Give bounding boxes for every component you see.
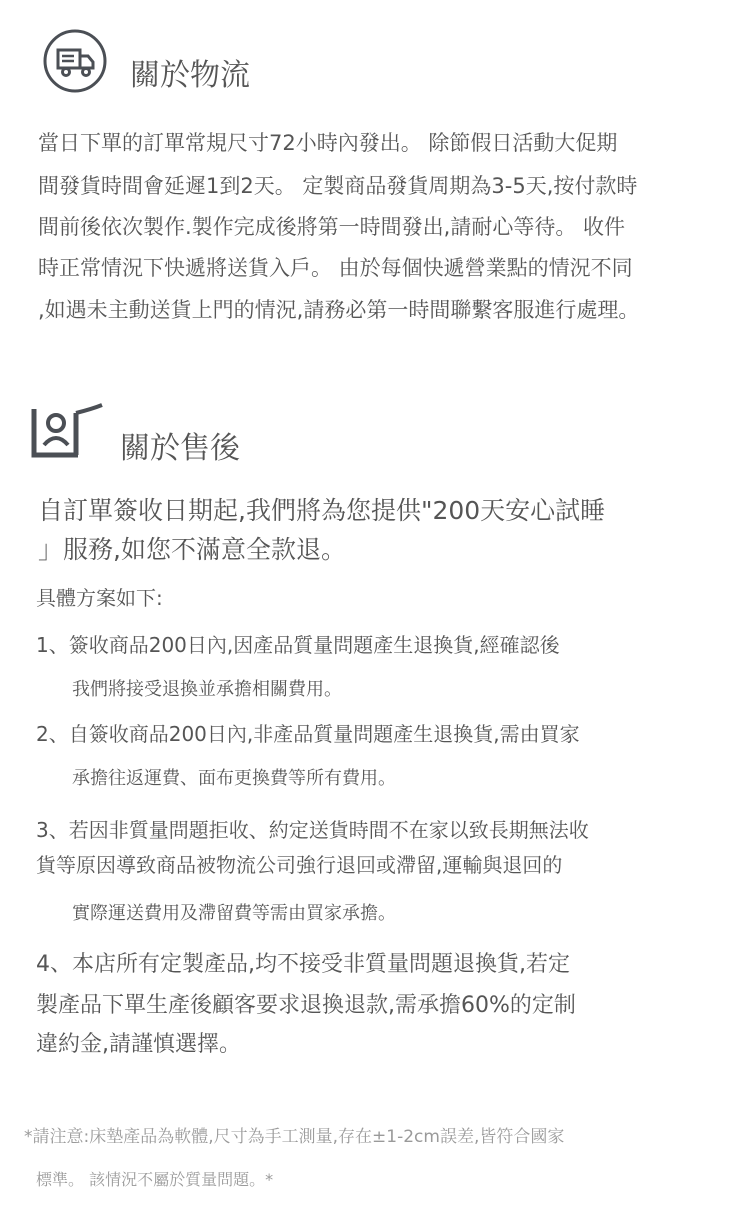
plan-item-2: 2、自簽收商品200日內,非產品質量問題產生退換貨,需由買家 xyxy=(36,722,580,746)
plan-item-1-cont: 我們將接受退換並承擔相關費用。 xyxy=(72,679,342,700)
plan-item-2-cont: 承擔往返運費、面布更換費等所有費用。 xyxy=(72,768,396,789)
plan-item-1: 1、簽收商品200日內,因產品質量問題產生退換貨,經確認後 xyxy=(36,633,560,657)
customer-service-icon xyxy=(30,403,110,459)
note-line: 標準。 該情況不屬於質量問題。* xyxy=(36,1170,274,1189)
aftersales-intro-line: 自訂單簽收日期起,我們將為您提供"200天安心試睡 xyxy=(38,496,606,525)
plan-label: 具體方案如下: xyxy=(36,586,163,610)
plan-item-3-cont: 貨等原因導致商品被物流公司強行退回或滯留,運輸與退回的 xyxy=(36,853,563,877)
logistics-line: ,如遇未主動送貨上門的情況,請務必第一時間聯繫客服進行處理。 xyxy=(38,298,640,322)
plan-item-4-cont: 製產品下單生產後顧客要求退換退款,需承擔60%的定制 xyxy=(36,993,576,1018)
plan-item-3: 3、若因非質量問題拒收、約定送貨時間不在家以致長期無法收 xyxy=(36,818,589,842)
note-line: *請注意:床墊產品為軟體,尺寸為手工測量,存在±1-2cm誤差,皆符合國家 xyxy=(24,1127,565,1147)
logistics-line: 間發貨時間會延遲1到2天。 定製商品發貨周期為3-5天,按付款時 xyxy=(38,174,638,198)
aftersales-intro-line: 」服務,如您不滿意全款退。 xyxy=(38,535,346,564)
plan-item-4-cont: 違約金,請謹慎選擇。 xyxy=(36,1032,241,1057)
logistics-line: 間前後依次製作.製作完成後將第一時間發出,請耐心等待。 收件 xyxy=(38,215,626,239)
logistics-line: 時正常情況下快遞將送貨入戶。 由於每個快遞營業點的情況不同 xyxy=(38,256,633,280)
aftersales-title: 關於售後 xyxy=(120,431,240,466)
delivery-truck-icon xyxy=(42,28,108,94)
plan-item-4: 4、本店所有定製產品,均不接受非質量問題退換貨,若定 xyxy=(36,952,570,977)
logistics-title: 關於物流 xyxy=(130,58,250,93)
logistics-line: 當日下單的訂單常規尺寸72小時內發出。 除節假日活動大促期 xyxy=(38,131,618,155)
plan-item-3-cont: 實際運送費用及滯留費等需由買家承擔。 xyxy=(72,903,396,924)
